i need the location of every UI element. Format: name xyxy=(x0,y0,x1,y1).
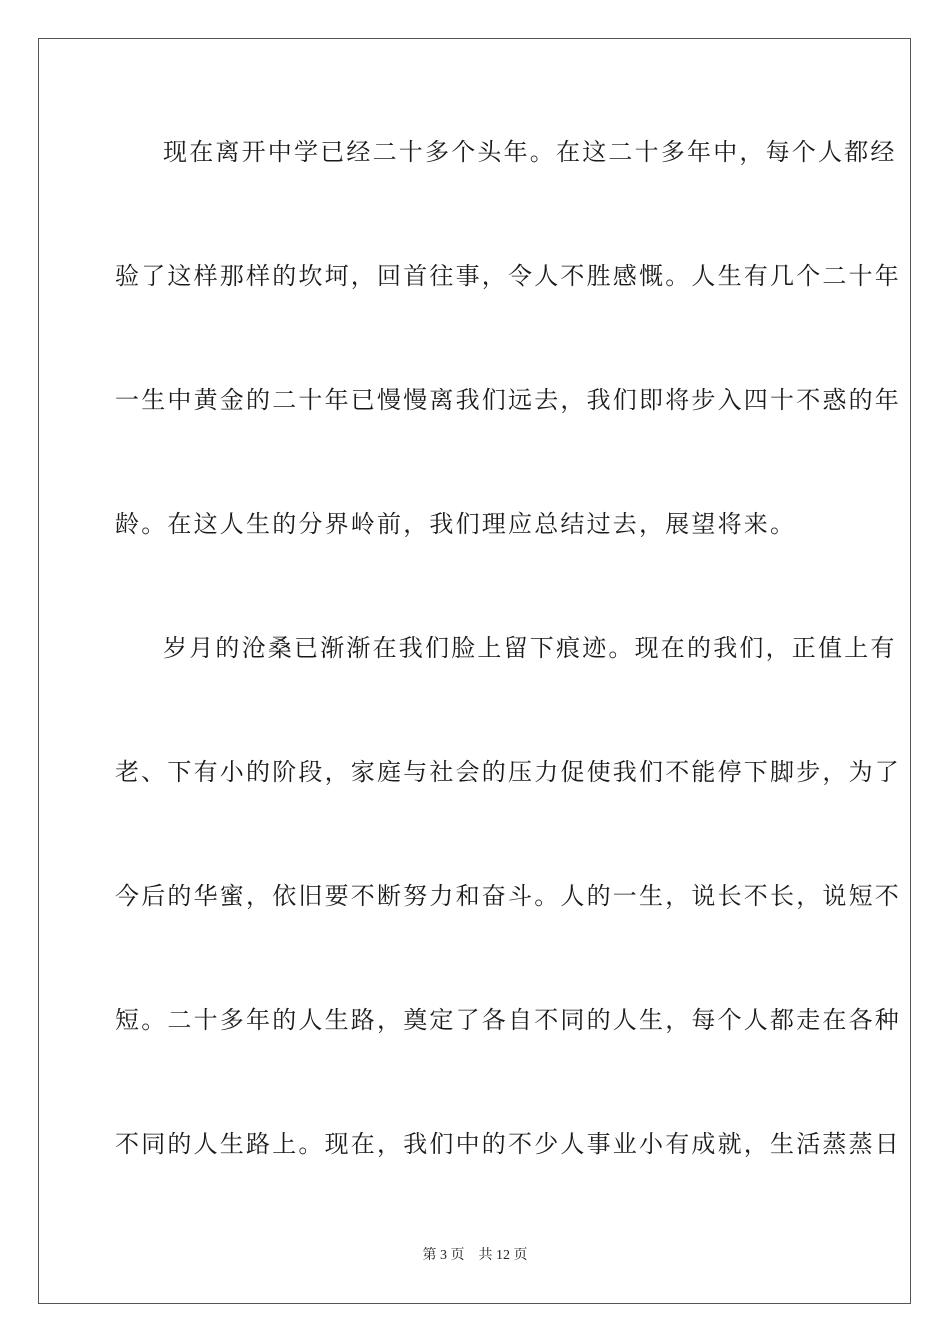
paragraph-2-line-1: 岁月的沧桑已渐渐在我们脸上留下痕迹。现在的我们，正值上有 xyxy=(163,634,897,662)
paragraph-1-line-1: 现在离开中学已经二十多个头年。在这二十多年中，每个人都经 xyxy=(163,138,897,166)
paragraph-2-line-5: 不同的人生路上。现在，我们中的不少人事业小有成就，生活蒸蒸日 xyxy=(115,1130,901,1158)
paragraph-1-line-2: 验了这样那样的坎坷，回首往事，令人不胜感慨。人生有几个二十年 xyxy=(115,262,901,290)
page-border xyxy=(38,38,911,1304)
page-total: 共 12 页 xyxy=(478,1248,528,1263)
paragraph-2-line-3: 今后的华蜜，依旧要不断努力和奋斗。人的一生，说长不长，说短不 xyxy=(115,882,901,910)
paragraph-2-line-4: 短。二十多年的人生路，奠定了各自不同的人生，每个人都走在各种 xyxy=(115,1006,901,1034)
paragraph-1-line-4: 龄。在这人生的分界岭前，我们理应总结过去，展望将来。 xyxy=(115,510,797,538)
page-number: 第 3 页 xyxy=(422,1248,465,1263)
page-footer xyxy=(0,1247,950,1265)
paragraph-2-line-2: 老、下有小的阶段，家庭与社会的压力促使我们不能停下脚步，为了 xyxy=(115,758,901,786)
paragraph-1-line-3: 一生中黄金的二十年已慢慢离我们远去，我们即将步入四十不惑的年 xyxy=(115,386,901,414)
